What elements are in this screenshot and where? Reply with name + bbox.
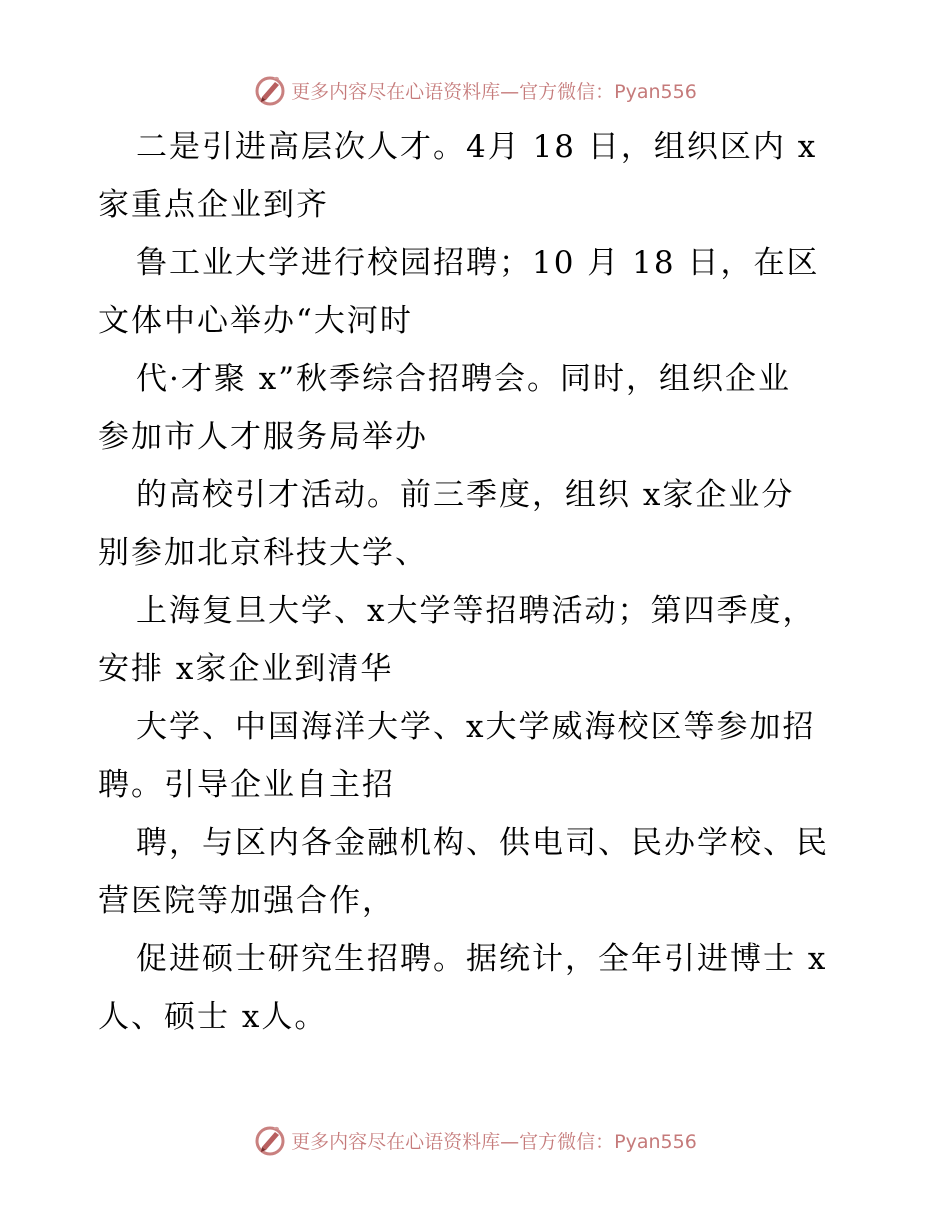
text-line: 别参加北京科技大学、	[98, 535, 428, 571]
text-line: 的高校引才活动。前三季度，组织 x家企业分	[136, 477, 795, 513]
text-line: 鲁工业大学进行校园招聘；10 月 18 日，在区	[136, 245, 820, 281]
footer-banner	[0, 1120, 950, 1160]
pen-flame-logo-icon	[253, 1123, 287, 1157]
document-body	[98, 118, 858, 1046]
text-line: 代·才聚 x”秋季综合招聘会。同时，组织企业	[136, 361, 792, 397]
header-banner	[0, 70, 950, 110]
text-line: 安排 x家企业到清华	[98, 651, 394, 687]
text-line: 大学、中国海洋大学、x大学威海校区等参加招	[136, 709, 816, 745]
text-line: 聘。引导企业自主招	[98, 767, 395, 803]
text-line: 文体中心举办“大河时	[98, 303, 413, 339]
text-line: 上海复旦大学、x大学等招聘活动；第四季度，	[136, 593, 816, 629]
header-banner-text: 更多内容尽在心语资料库—官方微信：Pyan556	[291, 80, 697, 103]
text-line: 促进硕士研究生招聘。据统计，全年引进博士 x	[136, 941, 828, 977]
text-line: 人、硕士 x人。	[98, 999, 328, 1035]
text-line: 聘，与区内各金融机构、供电司、民办学校、民	[136, 825, 829, 861]
footer-banner-text: 更多内容尽在心语资料库—官方微信：Pyan556	[291, 1130, 697, 1153]
text-line: 二是引进高层次人才。4月 18 日，组织区内 x	[136, 129, 818, 165]
text-line: 参加市人才服务局举办	[98, 419, 428, 455]
text-line: 营医院等加强合作，	[98, 883, 395, 919]
text-line: 家重点企业到齐	[98, 187, 329, 223]
pen-flame-logo-icon	[253, 73, 287, 107]
